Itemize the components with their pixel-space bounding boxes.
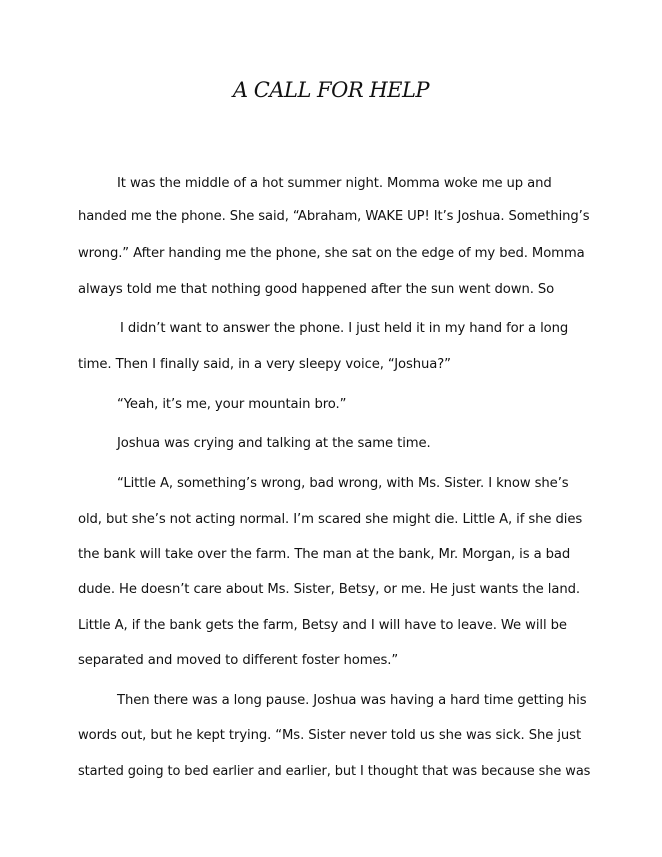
- text-line: Joshua was crying and talking at the same time.: [117, 436, 431, 451]
- text-line: always told me that nothing good happened after the sun went down. So: [78, 282, 555, 297]
- text-line: “Yeah, it’s me, your mountain bro.”: [117, 397, 347, 412]
- text-line: “Little A, something’s wrong, bad wrong, with Ms. Sister. I know she’s: [117, 476, 569, 491]
- text-line: started going to bed earlier and earlier, but I thought that was because she was: [78, 764, 591, 779]
- text-line: It was the middle of a hot summer night. Momma woke me up and: [117, 176, 552, 191]
- text-line: Then there was a long pause. Joshua was having a hard time getting his: [117, 693, 587, 708]
- text-line: the bank will take over the farm. The man at the bank, Mr. Morgan, is a bad: [78, 547, 571, 562]
- text-line: wrong.” After handing me the phone, she sat on the edge of my bed. Momma: [78, 246, 585, 261]
- text-line: words out, but he kept trying. “Ms. Sister never told us she was sick. She just: [78, 728, 582, 743]
- text-line: handed me the phone. She said, “Abraham, WAKE UP! It’s Joshua. Something’s: [78, 209, 590, 224]
- text-line: time. Then I finally said, in a very sleepy voice, “Joshua?”: [78, 357, 451, 372]
- text-line: separated and moved to different foster homes.”: [78, 653, 399, 668]
- text-line: Little A, if the bank gets the farm, Betsy and I will have to leave. We will be: [78, 618, 567, 633]
- text-line: old, but she’s not acting normal. I’m scared she might die. Little A, if she dies: [78, 512, 583, 527]
- text-line: I didn’t want to answer the phone. I just held it in my hand for a long: [120, 321, 569, 336]
- page-title: A CALL FOR HELP: [232, 78, 430, 102]
- text-line: dude. He doesn’t care about Ms. Sister, Betsy, or me. He just wants the land.: [78, 582, 580, 597]
